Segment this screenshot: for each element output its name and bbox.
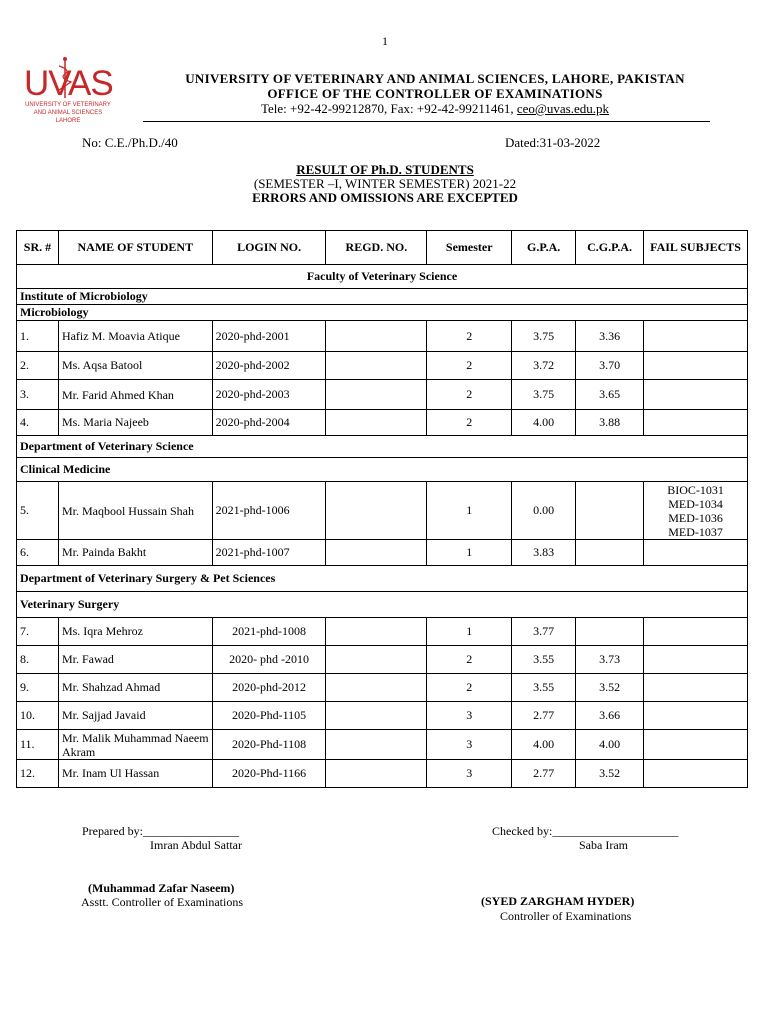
semester-line: (SEMESTER –I, WINTER SEMESTER) 2021-22 [253, 176, 517, 191]
cell-sr: 10. [17, 702, 59, 730]
cell-login: 2020-phd-2003 [212, 380, 326, 410]
cell-fail [644, 618, 748, 646]
cell-semester: 2 [427, 380, 512, 410]
cell-gpa: 0.00 [512, 482, 576, 540]
table-row [17, 618, 748, 646]
cell-semester: 1 [427, 540, 512, 566]
col-gpa: G.P.A. [512, 231, 576, 265]
table-header-row [17, 231, 748, 265]
cell-gpa: 3.75 [512, 321, 576, 352]
cell-name: Ms. Iqra Mehroz [58, 618, 212, 646]
table-row [17, 730, 748, 760]
cell-sr: 2. [17, 352, 59, 380]
col-cgpa: C.G.P.A. [576, 231, 644, 265]
cell-regd [326, 730, 427, 760]
cell-regd [326, 540, 427, 566]
col-sr: SR. # [17, 231, 59, 265]
cell-semester: 3 [427, 702, 512, 730]
result-title: RESULT OF Ph.D. STUDENTS [296, 162, 474, 177]
cell-name: Ms. Maria Najeeb [58, 410, 212, 436]
header-rule [143, 121, 710, 122]
section-institute-microbiology: Institute of Microbiology [17, 289, 748, 305]
cell-login: 2020- phd -2010 [212, 646, 326, 674]
section-microbiology: Microbiology [17, 305, 748, 321]
cell-gpa: 3.77 [512, 618, 576, 646]
cell-sr: 8. [17, 646, 59, 674]
table-row [17, 760, 748, 788]
cell-regd [326, 482, 427, 540]
controller-name: (SYED ZARGHAM HYDER) [481, 894, 635, 908]
cell-login: 2020-phd-2002 [212, 352, 326, 380]
prepared-by-label: Prepared by:________________ [82, 824, 239, 838]
table-row [17, 674, 748, 702]
section-row [17, 458, 748, 482]
section-row [17, 305, 748, 321]
cell-name: Mr. Maqbool Hussain Shah [58, 482, 212, 540]
cell-fail [644, 760, 748, 788]
cell-cgpa: 3.88 [576, 410, 644, 436]
checked-by-name: Saba Iram [579, 838, 628, 852]
cell-login: 2021-phd-1007 [212, 540, 326, 566]
cell-semester: 2 [427, 410, 512, 436]
cell-semester: 2 [427, 674, 512, 702]
table-row [17, 410, 748, 436]
cell-cgpa [576, 540, 644, 566]
cell-name: Ms. Aqsa Batool [58, 352, 212, 380]
cell-semester: 3 [427, 760, 512, 788]
table-row [17, 321, 748, 352]
cell-name: Mr. Inam Ul Hassan [58, 760, 212, 788]
cell-regd [326, 352, 427, 380]
cell-gpa: 3.55 [512, 646, 576, 674]
cell-regd [326, 618, 427, 646]
cell-fail [644, 702, 748, 730]
contact-email[interactable]: ceo@uvas.edu.pk [516, 101, 610, 116]
col-name: NAME OF STUDENT [58, 231, 212, 265]
cell-cgpa: 3.70 [576, 352, 644, 380]
section-row [17, 436, 748, 458]
cell-name: Hafiz M. Moavia Atique [58, 321, 212, 352]
caduceus-icon [54, 56, 76, 100]
table-row [17, 352, 748, 380]
cell-name: Mr. Painda Bakht [58, 540, 212, 566]
cell-login: 2020-Phd-1108 [212, 730, 326, 760]
asst-controller-title: Asstt. Controller of Examinations [81, 895, 243, 909]
asst-controller-name: (Muhammad Zafar Naseem) [88, 881, 235, 895]
cell-fail [644, 646, 748, 674]
cell-cgpa: 3.65 [576, 380, 644, 410]
cell-cgpa [576, 482, 644, 540]
cell-fail [644, 380, 748, 410]
cell-regd [326, 410, 427, 436]
section-veterinary-surgery: Veterinary Surgery [17, 592, 748, 618]
cell-fail [644, 352, 748, 380]
col-fail: FAIL SUBJECTS [644, 231, 748, 265]
cell-login: 2020-phd-2001 [212, 321, 326, 352]
cell-fail [644, 321, 748, 352]
table-row [17, 540, 748, 566]
table-row [17, 702, 748, 730]
table-row [17, 482, 748, 540]
page-number: 1 [382, 34, 388, 48]
cell-gpa: 4.00 [512, 410, 576, 436]
cell-regd [326, 702, 427, 730]
cell-fail [644, 410, 748, 436]
section-clinical-medicine: Clinical Medicine [17, 458, 748, 482]
table-row [17, 380, 748, 410]
cell-gpa: 3.72 [512, 352, 576, 380]
cell-sr: 1. [17, 321, 59, 352]
cell-name: Mr. Sajjad Javaid [58, 702, 212, 730]
cell-sr: 4. [17, 410, 59, 436]
cell-sr: 12. [17, 760, 59, 788]
cell-name: Mr. Farid Ahmed Khan [58, 380, 212, 410]
col-regd: REGD. NO. [326, 231, 427, 265]
section-row [17, 592, 748, 618]
cell-name: Mr. Shahzad Ahmad [58, 674, 212, 702]
cell-sr: 7. [17, 618, 59, 646]
section-row [17, 566, 748, 592]
controller-title: Controller of Examinations [500, 909, 632, 923]
faculty-row [17, 265, 748, 289]
cell-semester: 1 [427, 482, 512, 540]
cell-regd [326, 321, 427, 352]
logo-text: UVAS [24, 64, 113, 103]
cell-cgpa [576, 618, 644, 646]
cell-regd [326, 760, 427, 788]
cell-gpa: 3.83 [512, 540, 576, 566]
faculty-label: Faculty of Veterinary Science [17, 265, 748, 289]
cell-gpa: 2.77 [512, 702, 576, 730]
microbiology-rows [17, 321, 748, 436]
cell-semester: 3 [427, 730, 512, 760]
cell-login: 2021-phd-1006 [212, 482, 326, 540]
cell-semester: 2 [427, 646, 512, 674]
prepared-by-name: Imran Abdul Sattar [150, 838, 242, 852]
cell-regd [326, 380, 427, 410]
cell-cgpa: 3.36 [576, 321, 644, 352]
cell-name: Mr. Malik Muhammad Naeem Akram [58, 730, 212, 760]
cell-semester: 2 [427, 321, 512, 352]
fail-subject: MED-1034 [668, 496, 723, 511]
cell-fail [644, 730, 748, 760]
section-dept-veterinary-science: Department of Veterinary Science [17, 436, 748, 458]
cell-login: 2020-Phd-1105 [212, 702, 326, 730]
section-dept-surgery: Department of Veterinary Surgery & Pet Sciences [17, 566, 748, 592]
cell-cgpa: 3.52 [576, 674, 644, 702]
cell-gpa: 3.55 [512, 674, 576, 702]
col-semester: Semester [427, 231, 512, 265]
cell-login: 2020-phd-2012 [212, 674, 326, 702]
cell-sr: 3. [17, 380, 59, 410]
cell-semester: 2 [427, 352, 512, 380]
reference-number: No: C.E./Ph.D./40 [82, 135, 178, 150]
cell-gpa: 4.00 [512, 730, 576, 760]
fail-subject: MED-1036 [668, 510, 723, 525]
cell-gpa: 3.75 [512, 380, 576, 410]
cell-login: 2020-Phd-1166 [212, 760, 326, 788]
cell-sr: 11. [17, 730, 59, 760]
date: Dated:31-03-2022 [505, 135, 601, 150]
section-row [17, 289, 748, 305]
fail-subject: MED-1037 [668, 524, 723, 539]
cell-sr: 6. [17, 540, 59, 566]
checked-by-label: Checked by:_____________________ [492, 824, 679, 838]
cell-name: Mr. Fawad [58, 646, 212, 674]
cell-cgpa: 4.00 [576, 730, 644, 760]
cell-regd [326, 646, 427, 674]
contact-line [150, 101, 720, 116]
logo-subtitle: UNIVERSITY OF VETERINARY AND ANIMAL SCIENCES LAHORE [25, 102, 111, 124]
table-row [17, 646, 748, 674]
university-name: UNIVERSITY OF VETERINARY AND ANIMAL SCIENCES, LAHORE, PAKISTAN [185, 71, 685, 86]
cell-cgpa: 3.73 [576, 646, 644, 674]
cell-fail [644, 674, 748, 702]
cell-gpa: 2.77 [512, 760, 576, 788]
cell-fail [644, 540, 748, 566]
cell-login: 2020-phd-2004 [212, 410, 326, 436]
cell-sr: 9. [17, 674, 59, 702]
office-name: OFFICE OF THE CONTROLLER OF EXAMINATIONS [267, 86, 603, 101]
cell-regd [326, 674, 427, 702]
fail-subject: BIOC-1031 [667, 482, 724, 497]
result-table [16, 230, 748, 788]
cell-semester: 1 [427, 618, 512, 646]
university-logo [22, 56, 114, 122]
cell-cgpa: 3.52 [576, 760, 644, 788]
cell-sr: 5. [17, 482, 59, 540]
cell-login: 2021-phd-1008 [212, 618, 326, 646]
cell-fail [644, 482, 748, 540]
col-login: LOGIN NO. [212, 231, 326, 265]
contact-phone-fax: Tele: +92-42-99212870, Fax: +92-42-99211461, [260, 101, 517, 116]
errors-line: ERRORS AND OMISSIONS ARE EXCEPTED [252, 190, 518, 205]
cell-cgpa: 3.66 [576, 702, 644, 730]
